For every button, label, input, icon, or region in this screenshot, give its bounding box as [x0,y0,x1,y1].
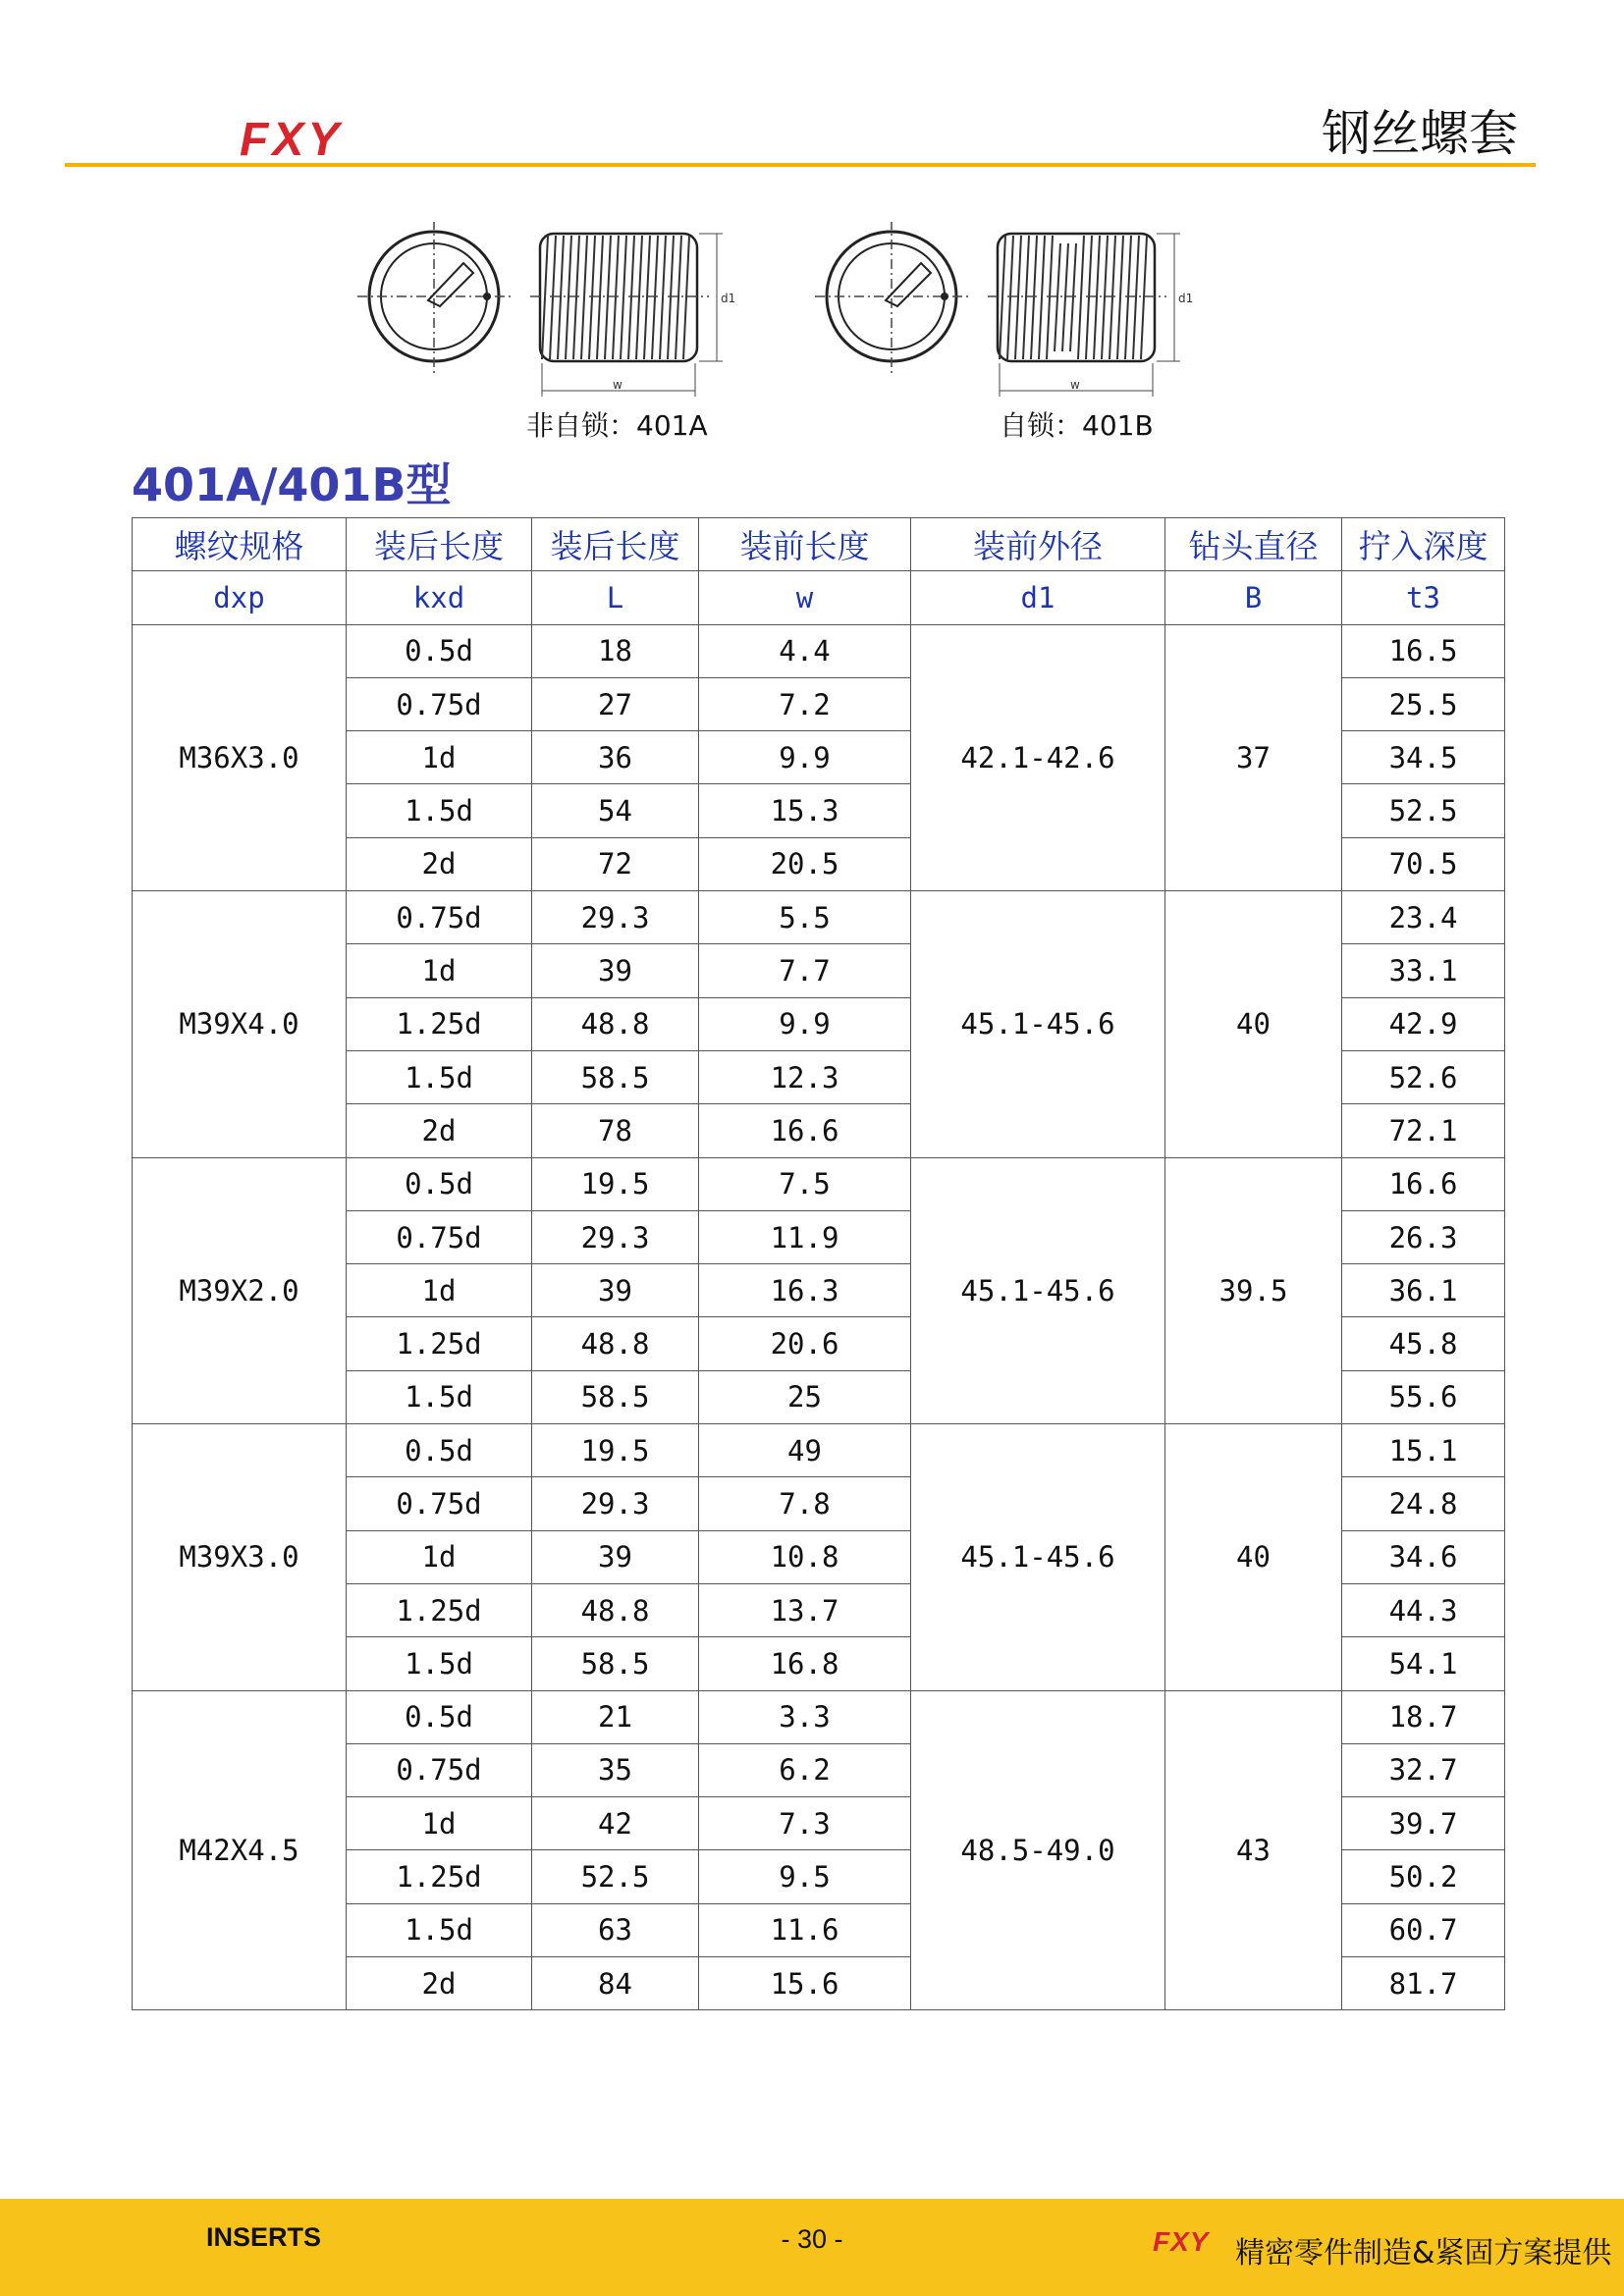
length-installed-cell: 35 [532,1743,699,1796]
length-free-cell: 15.3 [699,784,911,837]
length-installed-cell: 63 [532,1903,699,1956]
length-free-cell: 9.9 [699,731,911,784]
length-free-cell: 20.6 [699,1317,911,1370]
logo-text: FXY [240,116,344,161]
tap-depth-cell: 25.5 [1342,677,1505,730]
length-installed-cell: 48.8 [532,1583,699,1636]
header-cell: 螺纹规格 [133,518,347,571]
length-free-cell: 7.3 [699,1797,911,1850]
length-free-cell: 25 [699,1370,911,1423]
kxd-cell: 1.25d [347,1850,532,1903]
svg-text:w: w [613,378,623,392]
tap-depth-cell: 24.8 [1342,1477,1505,1530]
length-free-cell: 20.5 [699,837,911,890]
spec-table [132,517,1505,2010]
length-installed-cell: 36 [532,731,699,784]
length-free-cell: 9.5 [699,1850,911,1903]
section-title: 401A/401B型 [132,458,452,511]
kxd-cell: 1d [347,1530,532,1583]
length-free-cell: 7.5 [699,1157,911,1210]
thread-spec-cell: M36X3.0 [133,624,347,890]
header-cell: 装前外径 [911,518,1165,571]
header-divider [65,163,1536,167]
tap-depth-cell: 15.1 [1342,1424,1505,1477]
table-symbol-row [133,571,1505,624]
thread-spec-cell: M39X4.0 [133,891,347,1157]
length-installed-cell: 29.3 [532,891,699,944]
kxd-cell: 1d [347,944,532,997]
length-free-cell: 9.9 [699,997,911,1050]
length-free-cell: 13.7 [699,1583,911,1636]
tap-depth-cell: 54.1 [1342,1637,1505,1690]
outer-diameter-cell: 45.1-45.6 [911,1424,1165,1690]
drill-diameter-cell: 37 [1165,624,1342,890]
outer-diameter-cell: 45.1-45.6 [911,891,1165,1157]
outer-diameter-cell: 42.1-42.6 [911,624,1165,890]
thread-spec-cell: M39X3.0 [133,1424,347,1690]
footer-bar [0,2199,1624,2296]
page-title: 钢丝螺套 [1322,105,1518,162]
kxd-cell: 1.25d [347,1583,532,1636]
table-row [133,1157,1505,1210]
kxd-cell: 1.25d [347,997,532,1050]
kxd-cell: 2d [347,1957,532,2010]
tap-depth-cell: 60.7 [1342,1903,1505,1956]
symbol-cell: dxp [133,571,347,624]
coil-view-401a [530,234,735,397]
tap-depth-cell: 50.2 [1342,1850,1505,1903]
symbol-cell: w [699,571,911,624]
kxd-cell: 0.75d [347,1210,532,1263]
kxd-cell: 2d [347,837,532,890]
drill-diameter-cell: 39.5 [1165,1157,1342,1423]
outer-diameter-cell: 45.1-45.6 [911,1157,1165,1423]
length-free-cell: 4.4 [699,624,911,677]
table-header-row [133,518,1505,571]
tap-depth-cell: 42.9 [1342,997,1505,1050]
kxd-cell: 0.75d [347,1477,532,1530]
length-installed-cell: 18 [532,624,699,677]
thread-spec-cell: M39X2.0 [133,1157,347,1423]
insert-diagram [353,222,1218,418]
length-free-cell: 3.3 [699,1690,911,1743]
symbol-cell: L [532,571,699,624]
length-free-cell: 7.2 [699,677,911,730]
length-installed-cell: 42 [532,1797,699,1850]
tap-depth-cell: 70.5 [1342,837,1505,890]
kxd-cell: 1.25d [347,1317,532,1370]
length-installed-cell: 29.3 [532,1477,699,1530]
fxy-logo [240,116,418,161]
length-installed-cell: 72 [532,837,699,890]
length-installed-cell: 19.5 [532,1424,699,1477]
kxd-cell: 0.5d [347,1157,532,1210]
length-installed-cell: 39 [532,1264,699,1317]
table-row [133,891,1505,944]
length-installed-cell: 39 [532,1530,699,1583]
tap-depth-cell: 52.6 [1342,1050,1505,1103]
tap-depth-cell: 39.7 [1342,1797,1505,1850]
length-installed-cell: 29.3 [532,1210,699,1263]
tap-depth-cell: 34.6 [1342,1530,1505,1583]
length-installed-cell: 78 [532,1104,699,1157]
header-cell: 钻头直径 [1165,518,1342,571]
ring-view-401a [357,222,511,373]
length-installed-cell: 48.8 [532,997,699,1050]
length-free-cell: 11.9 [699,1210,911,1263]
footer-brand-logo: FXY [1153,2226,1210,2257]
symbol-cell: kxd [347,571,532,624]
kxd-cell: 1.5d [347,1050,532,1103]
tap-depth-cell: 26.3 [1342,1210,1505,1263]
length-installed-cell: 58.5 [532,1370,699,1423]
table-row [133,1424,1505,1477]
length-free-cell: 15.6 [699,1957,911,2010]
kxd-cell: 2d [347,1104,532,1157]
tap-depth-cell: 44.3 [1342,1583,1505,1636]
length-free-cell: 7.8 [699,1477,911,1530]
tap-depth-cell: 45.8 [1342,1317,1505,1370]
symbol-cell: B [1165,571,1342,624]
header-cell: 拧入深度 [1342,518,1505,571]
header-cell: 装后长度 [347,518,532,571]
kxd-cell: 1d [347,1264,532,1317]
length-free-cell: 16.6 [699,1104,911,1157]
kxd-cell: 1.5d [347,1370,532,1423]
table-row [133,1690,1505,1743]
caption-401b: 自锁：401B [1000,409,1154,442]
tap-depth-cell: 33.1 [1342,944,1505,997]
table-row [133,624,1505,677]
drill-diameter-cell: 40 [1165,1424,1342,1690]
page-number: - 30 - [781,2224,843,2254]
svg-text:d1: d1 [721,292,736,305]
kxd-cell: 0.75d [347,891,532,944]
svg-text:w: w [1070,378,1080,392]
tap-depth-cell: 16.6 [1342,1157,1505,1210]
kxd-cell: 1d [347,1797,532,1850]
kxd-cell: 0.75d [347,1743,532,1796]
length-free-cell: 16.8 [699,1637,911,1690]
svg-text:d1: d1 [1178,292,1194,305]
thread-spec-cell: M42X4.5 [133,1690,347,2010]
kxd-cell: 0.5d [347,1690,532,1743]
length-free-cell: 7.7 [699,944,911,997]
kxd-cell: 0.75d [347,677,532,730]
footer-tagline: 精密零件制造&紧固方案提供 [1235,2236,1612,2270]
tap-depth-cell: 16.5 [1342,624,1505,677]
tap-depth-cell: 36.1 [1342,1264,1505,1317]
coil-view-401b [988,234,1193,397]
kxd-cell: 0.5d [347,1424,532,1477]
length-free-cell: 49 [699,1424,911,1477]
ring-view-401b [815,222,968,373]
length-installed-cell: 84 [532,1957,699,2010]
symbol-cell: t3 [1342,571,1505,624]
drill-diameter-cell: 40 [1165,891,1342,1157]
tap-depth-cell: 18.7 [1342,1690,1505,1743]
tap-depth-cell: 34.5 [1342,731,1505,784]
length-free-cell: 10.8 [699,1530,911,1583]
footer-label: INSERTS [206,2222,322,2252]
tap-depth-cell: 23.4 [1342,891,1505,944]
kxd-cell: 1.5d [347,784,532,837]
drill-diameter-cell: 43 [1165,1690,1342,2010]
tap-depth-cell: 55.6 [1342,1370,1505,1423]
length-free-cell: 11.6 [699,1903,911,1956]
symbol-cell: d1 [911,571,1165,624]
header-cell: 装前长度 [699,518,911,571]
kxd-cell: 1d [347,731,532,784]
tap-depth-cell: 52.5 [1342,784,1505,837]
header-cell: 装后长度 [532,518,699,571]
length-free-cell: 6.2 [699,1743,911,1796]
outer-diameter-cell: 48.5-49.0 [911,1690,1165,2010]
length-installed-cell: 52.5 [532,1850,699,1903]
length-free-cell: 5.5 [699,891,911,944]
length-installed-cell: 27 [532,677,699,730]
length-free-cell: 16.3 [699,1264,911,1317]
tap-depth-cell: 32.7 [1342,1743,1505,1796]
kxd-cell: 1.5d [347,1637,532,1690]
kxd-cell: 1.5d [347,1903,532,1956]
kxd-cell: 0.5d [347,624,532,677]
length-installed-cell: 54 [532,784,699,837]
length-installed-cell: 58.5 [532,1050,699,1103]
caption-401a: 非自锁：401A [526,409,708,442]
length-free-cell: 12.3 [699,1050,911,1103]
tap-depth-cell: 81.7 [1342,1957,1505,2010]
length-installed-cell: 48.8 [532,1317,699,1370]
length-installed-cell: 39 [532,944,699,997]
tap-depth-cell: 72.1 [1342,1104,1505,1157]
length-installed-cell: 58.5 [532,1637,699,1690]
length-installed-cell: 19.5 [532,1157,699,1210]
length-installed-cell: 21 [532,1690,699,1743]
